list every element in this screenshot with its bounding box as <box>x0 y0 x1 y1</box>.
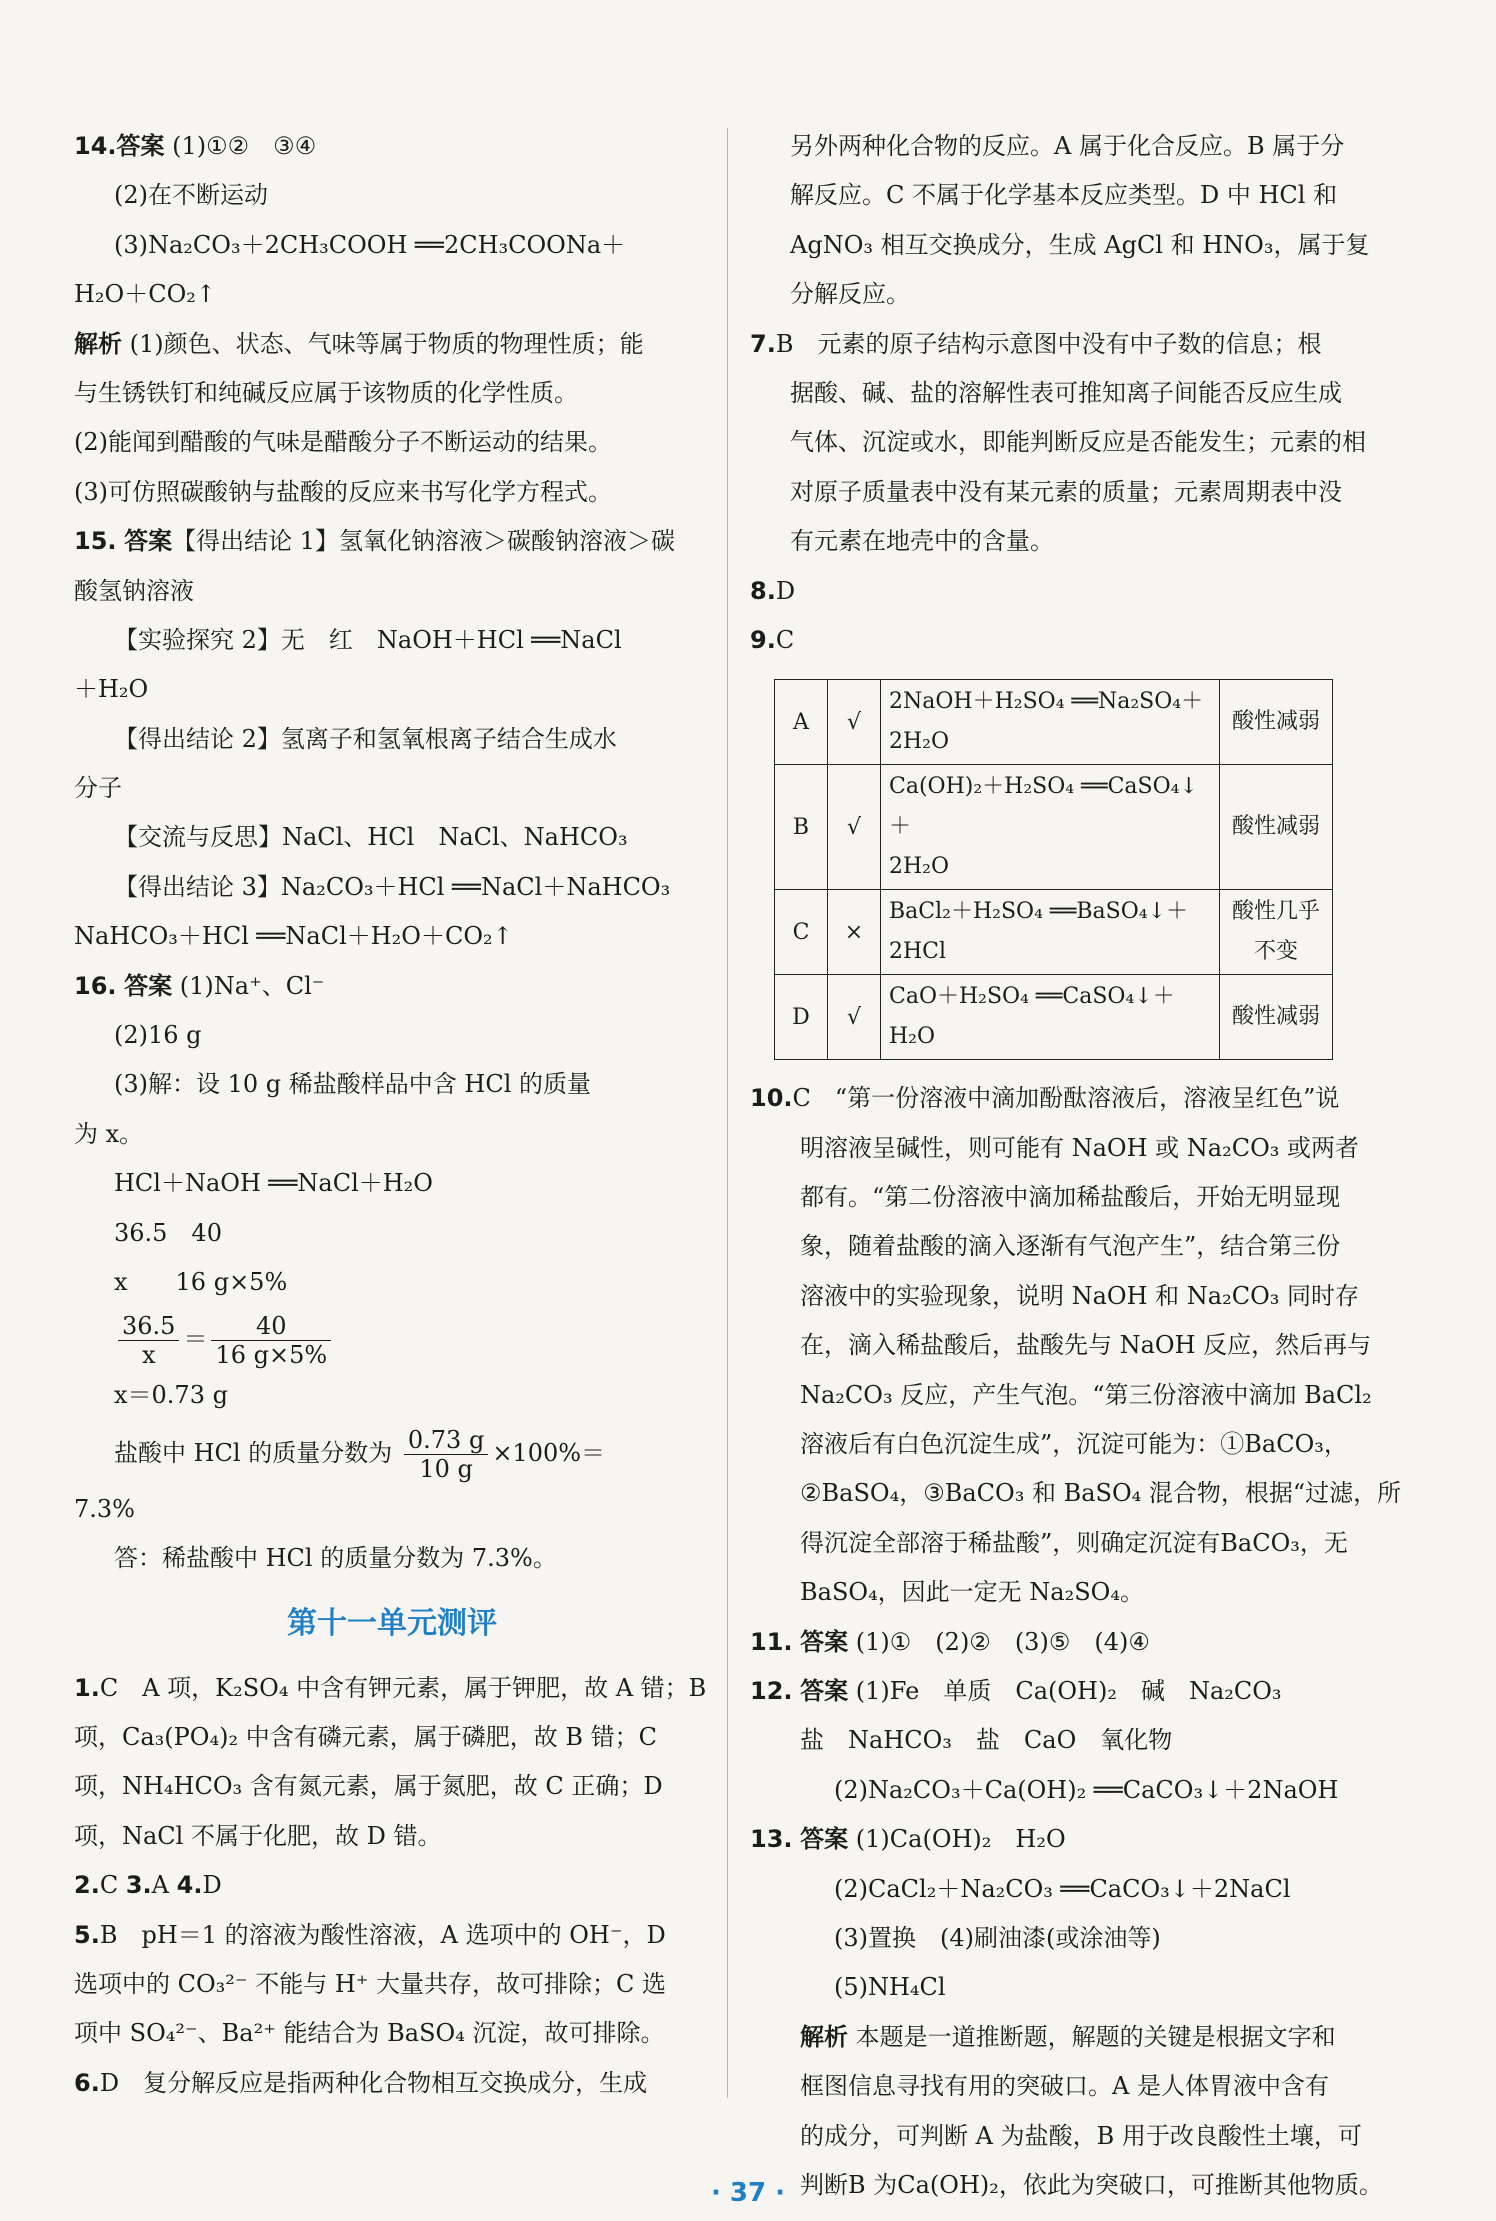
text-line: 盐 NaHCO₃ 盐 CaO 氧化物 <box>800 1726 1173 1755</box>
u13-analysis <box>750 2013 1380 2062</box>
table-cell <box>881 680 1220 765</box>
text-line: 在，滴入稀盐酸后，盐酸先与 NaOH 反应，然后再与 <box>800 1331 1372 1360</box>
answer-text: A <box>151 1871 170 1900</box>
text-line: 7.3% <box>74 1494 135 1523</box>
q14-analysis <box>74 320 710 369</box>
text-line: 酸氢钠溶液 <box>74 576 194 605</box>
question-number: 2. <box>74 1871 100 1900</box>
fraction <box>211 1312 331 1369</box>
table-cell: C <box>775 890 828 975</box>
text-line: (2)CaCl₂＋Na₂CO₃ ══CaCO₃↓＋2NaCl <box>834 1874 1291 1903</box>
equation-part: Ca(OH)₂＋H₂SO₄ ══CaSO₄↓＋ <box>889 774 1198 840</box>
text-line: 【交流与反思】NaCl、HCl NaCl、NaHCO₃ <box>114 823 628 852</box>
numerator: 40 <box>211 1312 331 1341</box>
question-number: 4. <box>176 1871 203 1900</box>
equation-part: 2H₂O <box>889 729 950 755</box>
u9-answer <box>750 616 1380 665</box>
answer-text: (1)Ca(OH)₂ H₂O <box>855 1825 1066 1854</box>
analysis-text: 本题是一道推断题，解题的关键是根据文字和 <box>855 2022 1336 2051</box>
text-line: (3)置换 (4)刷油漆(或涂油等) <box>834 1923 1161 1952</box>
text-line: 另外两种化合物的反应。A 属于化合反应。B 属于分 <box>790 132 1345 160</box>
answer-text: C <box>775 625 795 654</box>
table-cell: √ <box>828 975 881 1060</box>
text-line: ②BaSO₄，③BaCO₃ 和 BaSO₄ 混合物，根据“过滤，所 <box>800 1479 1402 1508</box>
text-line: H₂O＋CO₂↑ <box>74 280 216 309</box>
text-line: 答：稀盐酸中 HCl 的质量分数为 7.3%。 <box>114 1544 557 1573</box>
question-number: 13. <box>750 1825 793 1854</box>
table-row <box>775 975 1333 1060</box>
u12-answer <box>750 1667 1380 1716</box>
text-line: 有元素在地壳中的含量。 <box>790 527 1054 556</box>
text-line: Na₂CO₃ 反应，产生气泡。“第三份溶液中滴加 BaCl₂ <box>800 1380 1372 1409</box>
text-line: 象，随着盐酸的滴入逐渐有气泡产生”，结合第三份 <box>800 1232 1341 1261</box>
analysis-label: 解析 <box>74 329 122 358</box>
question-number: 5. <box>74 1920 100 1949</box>
table-cell <box>881 765 1220 890</box>
text-line: BaSO₄，因此一定无 Na₂SO₄。 <box>800 1578 1144 1607</box>
table-cell: 酸性减弱 <box>1220 975 1333 1060</box>
u6-answer <box>74 2059 710 2108</box>
text-line: 【得出结论 2】氢离子和氢氧根离子结合生成水 <box>114 724 617 753</box>
text-line: 项，NH₄HCO₃ 含有氮元素，属于氮肥，故 C 正确；D <box>74 1772 663 1801</box>
table-cell: B <box>775 765 828 890</box>
answer-text: D <box>775 576 796 605</box>
fraction <box>118 1312 179 1369</box>
table-row <box>775 890 1333 975</box>
equation-part: BaCl₂＋H₂SO₄ ══BaSO₄↓＋ <box>889 899 1189 925</box>
table-cell: √ <box>828 765 881 890</box>
question-number: 11. <box>750 1627 793 1656</box>
text-line: 框图信息寻找有用的突破口。A 是人体胃液中含有 <box>800 2072 1329 2101</box>
answer-text: D <box>202 1871 222 1900</box>
question-number: 7. <box>750 329 776 358</box>
answer-text: (1)①② ③④ <box>172 132 317 160</box>
text-line: 明溶液呈碱性，则可能有 NaOH 或 Na₂CO₃ 或两者 <box>800 1133 1360 1162</box>
question-number: 9. <box>750 625 776 654</box>
text-line: (2)16 g <box>114 1021 202 1050</box>
text-line: 36.5 40 <box>114 1218 222 1247</box>
answer-text: C A 项，K₂SO₄ 中含有钾元素，属于钾肥，故 A 错；B <box>99 1673 707 1702</box>
text-line: 分子 <box>74 774 122 803</box>
table-row <box>775 680 1333 765</box>
text-line: 对原子质量表中没有某元素的质量；元素周期表中没 <box>790 477 1342 506</box>
table-cell <box>881 975 1220 1060</box>
text-line: 分解反应。 <box>790 280 910 309</box>
u8-answer <box>750 567 1380 616</box>
answer-text: B pH＝1 的溶液为酸性溶液，A 选项中的 OH⁻，D <box>99 1920 666 1949</box>
u7-answer <box>750 320 1380 369</box>
question-number: 3. <box>125 1871 152 1900</box>
text-line: 的成分，可判断 A 为盐酸，B 用于改良酸性土壤，可 <box>800 2121 1362 2150</box>
text-line: ＋H₂O <box>74 675 149 704</box>
question-number: 16. <box>74 971 117 1000</box>
numerator: 0.73 g <box>404 1426 488 1455</box>
text-fragment: 盐酸中 HCl 的质量分数为 <box>114 1438 393 1467</box>
text-line: (2)Na₂CO₃＋Ca(OH)₂ ══CaCO₃↓＋2NaOH <box>834 1775 1339 1804</box>
answer-text: B 元素的原子结构示意图中没有中子数的信息；根 <box>775 329 1322 358</box>
question-number: 8. <box>750 576 776 605</box>
equation-part: CaO＋H₂SO₄ ══CaSO₄↓＋ <box>889 984 1175 1010</box>
question-number: 15. <box>74 527 117 556</box>
equation-line: HCl＋NaOH ══NaCl＋H₂O <box>114 1169 433 1198</box>
denominator: 10 g <box>419 1454 473 1483</box>
text-line: 【实验探究 2】无 红 NaOH＋HCl ══NaCl <box>114 625 622 654</box>
answer-label: 答案 <box>800 1825 849 1854</box>
table-cell: 酸性减弱 <box>1220 765 1333 890</box>
question-number: 6. <box>74 2068 100 2097</box>
analysis-text: (1)颜色、状态、气味等属于物质的物理性质；能 <box>129 329 644 358</box>
text-line: 为 x。 <box>74 1119 144 1148</box>
u1-answer <box>74 1664 710 1713</box>
text-line: NaHCO₃＋HCl ══NaCl＋H₂O＋CO₂↑ <box>74 922 513 951</box>
answer-text: C “第一份溶液中滴加酚酞溶液后，溶液呈红色”说 <box>792 1084 1340 1113</box>
answer-label: 答案 <box>800 1627 849 1656</box>
left-column <box>74 122 710 2108</box>
section-heading: 第十一单元测评 <box>287 1605 497 1641</box>
text-fragment: ×100%＝ <box>492 1438 606 1467</box>
question-number: 1. <box>74 1673 100 1702</box>
analysis-label: 解析 <box>800 2022 848 2051</box>
text-line: (5)NH₄Cl <box>834 1973 946 2002</box>
text-line: 选项中的 CO₃²⁻ 不能与 H⁺ 大量共存，故可排除；C 选 <box>74 1969 667 1998</box>
u10-answer <box>750 1074 1380 1123</box>
answer-label: 答案 <box>800 1676 849 1705</box>
text-line: 项，NaCl 不属于化肥，故 D 错。 <box>74 1821 442 1850</box>
text-line: 判断B 为Ca(OH)₂，依此为突破口，可推断其他物质。 <box>800 2170 1383 2199</box>
text-line: 项中 SO₄²⁻、Ba²⁺ 能结合为 BaSO₄ 沉淀，故可排除。 <box>74 2019 665 2048</box>
answer-text: (1)① (2)② (3)⑤ (4)④ <box>855 1627 1150 1656</box>
right-column <box>750 122 1402 2210</box>
table-cell: 酸性减弱 <box>1220 680 1333 765</box>
page-number: · 37 · <box>710 2178 786 2208</box>
answer-label: 答案 <box>124 971 173 1000</box>
text-line: (3)Na₂CO₃＋2CH₃COOH ══2CH₃COONa＋ <box>114 230 626 259</box>
table-cell: A <box>775 680 828 765</box>
answer-text: 【得出结论 1】氢氧化钠溶液＞碳酸钠溶液＞碳 <box>172 527 676 556</box>
text-line: 都有。“第二份溶液中滴加稀盐酸后，开始无明显现 <box>800 1183 1341 1212</box>
equation-part: 2NaOH＋H₂SO₄ ══Na₂SO₄＋ <box>889 689 1204 715</box>
fraction <box>404 1426 488 1483</box>
u2-4-answers <box>74 1861 710 1910</box>
text-line: 与生锈铁钉和纯碱反应属于该物质的化学性质。 <box>74 378 578 407</box>
u13-answer <box>750 1815 1380 1864</box>
question-number: 12. <box>750 1676 793 1705</box>
table-cell: D <box>775 975 828 1060</box>
text-line: 得沉淀全部溶于稀盐酸”，则确定沉淀有BaCO₃，无 <box>800 1528 1348 1557</box>
text-line: 项，Ca₃(PO₄)₂ 中含有磷元素，属于磷肥，故 B 错；C <box>74 1722 657 1751</box>
q16-answer <box>74 962 710 1011</box>
text-line: 【得出结论 3】Na₂CO₃＋HCl ══NaCl＋NaHCO₃ <box>114 872 671 901</box>
table-cell: √ <box>828 680 881 765</box>
table-cell <box>881 890 1220 975</box>
text-line: (3)解：设 10 g 稀盐酸样品中含 HCl 的质量 <box>114 1070 592 1099</box>
answer-text: (1)Fe 单质 Ca(OH)₂ 碱 Na₂CO₃ <box>855 1676 1282 1705</box>
table-cell: × <box>828 890 881 975</box>
u5-answer <box>74 1911 710 1960</box>
table-row <box>775 765 1333 890</box>
text-line: 溶液中的实验现象，说明 NaOH 和 Na₂CO₃ 同时存 <box>800 1281 1360 1310</box>
answer-label: 答案 <box>116 132 165 160</box>
text-line: 据酸、碱、盐的溶解性表可推知离子间能否反应生成 <box>790 378 1342 407</box>
text-line: 气体、沉淀或水，即能判断反应是否能发生；元素的相 <box>790 428 1366 457</box>
text-line: (3)可仿照碳酸钠与盐酸的反应来书写化学方程式。 <box>74 477 612 506</box>
text-line: x 16 g×5% <box>114 1267 288 1296</box>
equation-part: 2HCl <box>889 939 947 965</box>
denominator: x <box>141 1341 156 1370</box>
q15-answer <box>74 517 710 566</box>
equation-part: H₂O <box>889 1024 936 1050</box>
table-cell: 酸性几乎不变 <box>1220 890 1333 975</box>
question-number: 10. <box>750 1084 793 1113</box>
answer-text: (1)Na⁺、Cl⁻ <box>179 971 325 1000</box>
text-line: (2)在不断运动 <box>114 181 268 210</box>
text-line: 溶液后有白色沉淀生成”，沉淀可能为：①BaCO₃， <box>800 1430 1348 1459</box>
q9-table <box>774 679 1333 1060</box>
denominator: 16 g×5% <box>215 1341 328 1370</box>
column-divider <box>727 128 728 2098</box>
u11-answer <box>750 1618 1380 1667</box>
percentage-line <box>74 1421 710 1485</box>
answer-text: D 复分解反应是指两种化合物相互交换成分，生成 <box>99 2068 648 2097</box>
proportion-equation: $\frac{36.5}{x}$ ＝ $\frac{40}{16 g\times 5\%}$ <box>74 1307 710 1371</box>
text-line: 解反应。C 不属于化学基本反应类型。D 中 HCl 和 <box>790 181 1338 210</box>
q14-answer <box>74 122 710 171</box>
numerator: 36.5 <box>118 1312 179 1341</box>
equation-part: 2H₂O <box>889 854 950 880</box>
text-line: AgNO₃ 相互交换成分，生成 AgCl 和 HNO₃，属于复 <box>790 230 1370 259</box>
answer-label: 答案 <box>124 527 173 556</box>
question-number: 14. <box>74 132 117 160</box>
text-line: (2)能闻到醋酸的气味是醋酸分子不断运动的结果。 <box>74 428 612 457</box>
text-line: x＝0.73 g <box>114 1381 228 1410</box>
answer-text: C <box>99 1871 119 1900</box>
